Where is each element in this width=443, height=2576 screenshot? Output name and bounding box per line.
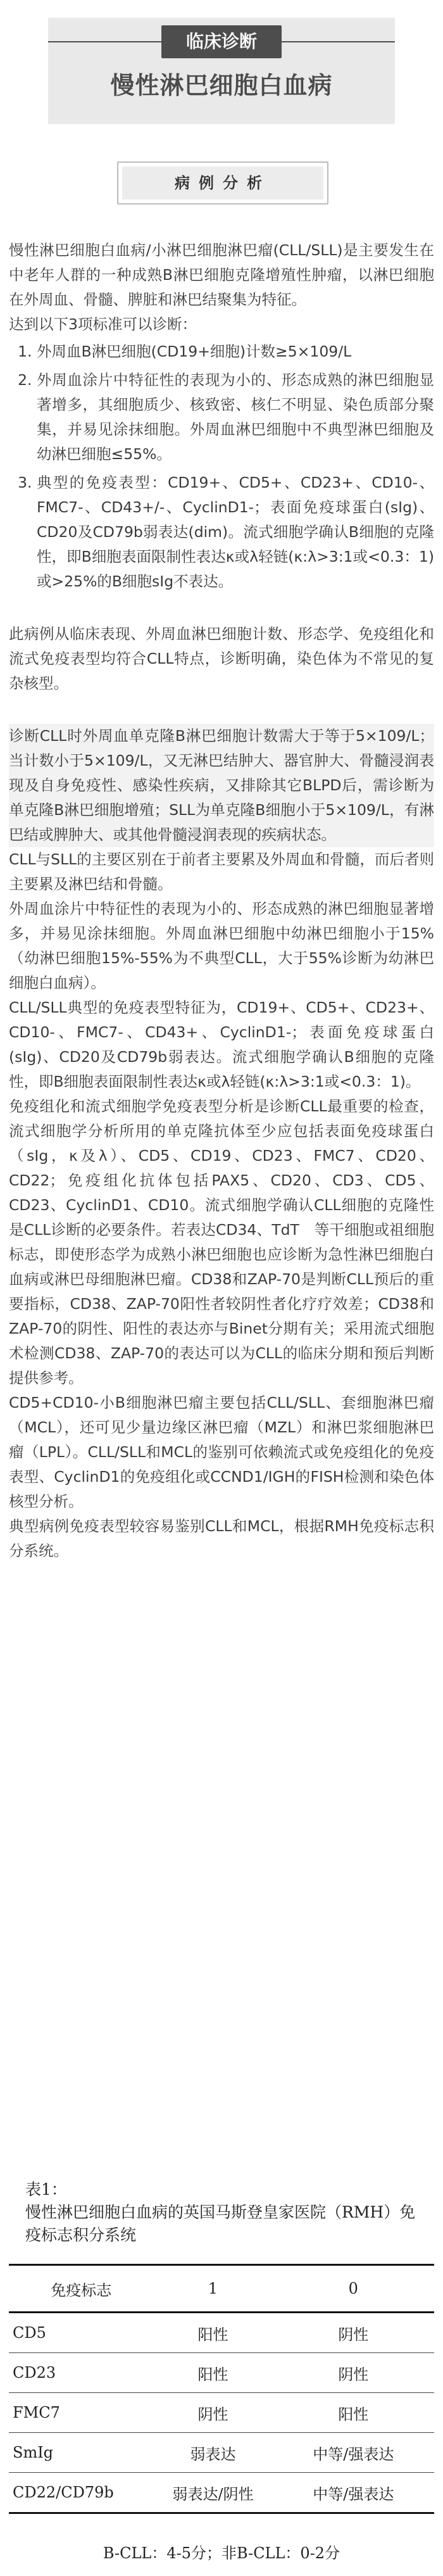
intro-paragraph: 慢性淋巴细胞白血病/小淋巴细胞淋巴瘤(CLL/SLL)是主要发生在中老年人群的一种成熟B淋巴细胞克隆增殖性肿瘤，以淋巴细胞在外周血、骨髓、脾脏和淋巴结聚集为特征。: [9, 241, 434, 308]
table-cell: 阳性: [153, 2353, 272, 2393]
analysis-paragraph: CD5+CD10-小B细胞淋巴瘤主要包括CLL/SLL、套细胞淋巴瘤（MCL），还可见少量边缘区淋巴瘤（MZL）和淋巴浆细胞淋巴瘤（LPL）。CLL/SLL和MCL的鉴别可依赖流式或免疫组化的免疫表型、CyclinD1的免疫组化或CCND1/IGH的FISH检测和染色体核型分析。: [9, 1394, 434, 1510]
table-cell: 阴性: [153, 2393, 272, 2433]
table-cell: CD5: [9, 2313, 153, 2353]
criteria-item: 1. 外周血B淋巴细胞(CD19+细胞)计数≥5×109/L: [37, 339, 434, 364]
rmh-score-table: [9, 2264, 434, 2514]
page-title: 慢性淋巴细胞白血病: [110, 72, 333, 99]
table-row: [9, 2393, 434, 2433]
table-row: [9, 2473, 434, 2513]
analysis-paragraph: 典型病例免疫表型较容易鉴别CLL和MCL，根据RMH免疫标志积分系统。: [9, 1517, 434, 1560]
table-cell: CD23: [9, 2353, 153, 2393]
criteria-item: 2. 外周血涂片中特征性的表现为小的、形态成熟的淋巴细胞显著增多，其细胞质少、核致密、核仁不明显、染色质部分聚集，并易见涂抹细胞。外周血淋巴细胞中不典型淋巴细胞及幼淋巴细胞≤55%。: [37, 368, 434, 467]
table-cell: 中等/强表达: [273, 2473, 434, 2513]
table-cell: CD22/CD79b: [9, 2473, 153, 2513]
table-row: [9, 2433, 434, 2473]
table-row: [9, 2313, 434, 2353]
table-cell: 阴性: [273, 2353, 434, 2393]
criteria-list: [9, 339, 434, 594]
criteria-lead: 达到以下3项标准可以诊断：: [9, 315, 197, 333]
table-caption-label: 表1：: [25, 2180, 67, 2199]
table-caption-title: 慢性淋巴细胞白血病的英国马斯登皇家医院（RMH）免疫标志积分系统: [25, 2203, 416, 2244]
category-tab: 临床诊断: [161, 25, 282, 58]
article-body: [9, 238, 434, 1563]
analysis-paragraph: CLL/SLL典型的免疫表型特征为，CD19+、CD5+、CD23+、CD10-、FMC7-、CD43+、CyclinD1-；表面免疫球蛋白(sIg)、CD20及CD79b弱表达。流式细胞学确认B细胞的克隆性，即B细胞表面限制性表达κ或λ轻链(κ:λ>3:1或<0.3：1)。: [9, 999, 434, 1090]
analysis-paragraph: 诊断CLL时外周血单克隆B淋巴细胞计数需大于等于5×109/L；当计数小于5×109/L，又无淋巴结肿大、器官肿大、骨髓浸润表现及自身免疫性、感染性疾病，又排除其它BLPD后，需诊断为单克隆B淋巴细胞增殖；SLL为单克隆B细胞小于5×109/L，有淋巴结或脾肿大、或其他骨髓浸润表现的疾病状态。: [9, 724, 434, 847]
table-header-row: [9, 2265, 434, 2313]
table-header: 0: [273, 2265, 434, 2313]
table-cell: 阳性: [273, 2393, 434, 2433]
criteria-item: 3. 典型的免疫表型：CD19+、CD5+、CD23+、CD10-、FMC7-、CD43+/-、CyclinD1-；表面免疫球蛋白(sIg)、CD20及CD79b弱表达(dim)。流式细胞学确认B细胞的克隆性，即B细胞表面限制性表达κ或λ轻链(κ:λ>3:1或<0.3：1)或>25%的B细胞sIg不表达。: [37, 470, 434, 594]
section-heading: 病例分析: [122, 167, 323, 199]
table-header: 免疫标志: [9, 2265, 153, 2313]
analysis-paragraph: 此病例从临床表现、外周血淋巴细胞计数、形态学、免疫组化和流式免疫表型均符合CLL特点，诊断明确，染色体为不常见的复杂核型。: [9, 625, 434, 692]
table-header: 1: [153, 2265, 272, 2313]
table-footnote: B-CLL：4-5分；非B-CLL：0-2分: [103, 2544, 340, 2562]
table-cell: 中等/强表达: [273, 2433, 434, 2473]
analysis-paragraph: CLL与SLL的主要区别在于前者主要累及外周血和骨髓，而后者则主要累及淋巴结和骨髓。: [9, 850, 434, 893]
table-cell: 阳性: [153, 2313, 272, 2353]
analysis-paragraph: 外周血涂片中特征性的表现为小的、形态成熟的淋巴细胞显著增多，并易见涂抹细胞。外周血淋巴细胞中幼淋巴细胞小于15%（幼淋巴细胞15%-55%为不典型CLL，大于55%诊断为幼淋巴细胞白血病）。: [9, 900, 434, 992]
analysis-paragraph: 免疫组化和流式细胞学免疫表型分析是诊断CLL最重要的检查，流式细胞学分析所用的单克隆抗体至少应包括表面免疫球蛋白（sIg，κ及λ）、CD5、CD19、CD23、FMC7、CD20、CD22；免疫组化抗体包括PAX5、CD20、CD3、CD5、CD23、CyclinD1、CD10。流式细胞学确认CLL细胞的克隆性是CLL诊断的必要条件。若表达CD34、TdT 等干细胞或祖细胞标志，即使形态学为成熟小淋巴细胞也应诊断为急性淋巴细胞白血病或淋巴母细胞淋巴瘤。CD38和ZAP-70是判断CLL预后的重要指标，CD38、ZAP-70阳性者较阴性者化疗疗效差；CD38和ZAP-70的阴性、阳性的表达亦与Binet分期有关；采用流式细胞术检测CD38、ZAP-70的表达可以为CLL的临床分期和预后判断提供参考。: [9, 1097, 434, 1387]
table-cell: SmIg: [9, 2433, 153, 2473]
section-heading-frame: [117, 161, 328, 205]
table-cell: 弱表达/阴性: [153, 2473, 272, 2513]
table-cell: 阴性: [273, 2313, 434, 2353]
table-caption: [25, 2178, 430, 2247]
table-row: [9, 2353, 434, 2393]
table-cell: 弱表达: [153, 2433, 272, 2473]
table-cell: FMC7: [9, 2393, 153, 2433]
